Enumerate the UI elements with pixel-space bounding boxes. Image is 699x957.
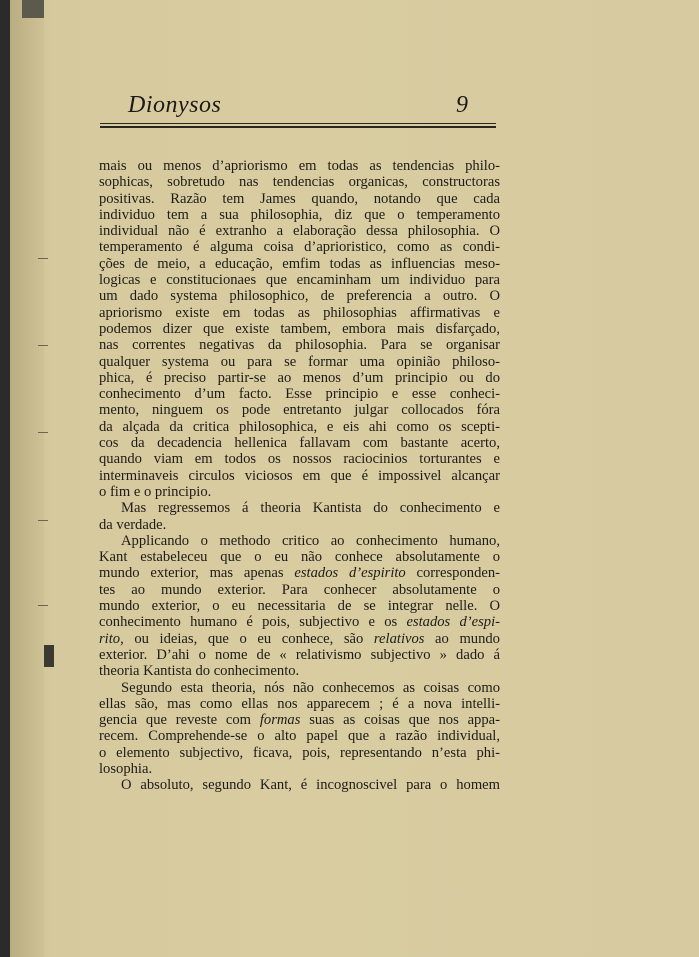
text-line: individuo tem a sua philosophia, diz que o temperamento: [99, 206, 500, 223]
text-line: qualquer systema ou para se formar uma opinião philoso-: [99, 353, 500, 370]
text-line: mais ou menos d’apriorismo em todas as tendencias philo-: [99, 158, 500, 174]
italic-phrase: estados d’espi-: [406, 614, 500, 631]
text-line: exterior. D’ahi o nome de « relativismo subjectivo » dado á: [99, 646, 500, 663]
text-segment: conhecimento humano é pois, subjectivo e os: [99, 614, 407, 631]
margin-mark: [38, 258, 48, 259]
margin-mark: [38, 605, 48, 606]
text-line: da verdade.: [99, 516, 167, 533]
binding-tab: [44, 645, 54, 667]
margin-mark: [38, 520, 48, 521]
text-line: interminaveis circulos viciosos em que é impossivel alcançar: [99, 467, 500, 484]
text-line: apriorismo existe em todas as philosophias affirmativas e: [99, 304, 500, 321]
text-line: o fim e o principio.: [99, 483, 212, 500]
text-line: ellas são, mas como ellas nos apparecem ; é a nova intelli-: [99, 695, 500, 712]
text-line: podemos dizer que existe tambem, embora mais disfarçado,: [99, 320, 500, 337]
page-number: 9: [456, 92, 468, 118]
text-line: conhecimento d’um facto. Esse principio e esse conheci-: [99, 386, 500, 403]
text-line: o elemento subjectivo, ficava, pois, representando n’esta phi-: [99, 744, 500, 761]
text-line: quando viam em todos os nossos raciocinios torturantes e: [99, 451, 500, 468]
body-text: [99, 158, 500, 794]
italic-phrase: formas: [259, 712, 301, 729]
margin-mark: [38, 432, 48, 433]
text-line: theoria Kantista do conhecimento.: [99, 663, 300, 680]
text-line: mento, ninguem os pode entretanto julgar collocados fóra: [99, 402, 500, 419]
margin-mark: [38, 345, 48, 346]
text-line: mundo exterior, o eu necessitaria de se integrar nelle. O: [99, 598, 500, 615]
text-line: [99, 631, 500, 647]
text-line: temperamento é alguma coisa d’aprioristico, como as condi-: [99, 239, 500, 256]
text-line: [99, 614, 500, 630]
text-segment: gencia que reveste com: [99, 712, 260, 729]
text-segment: suas as coisas que nos appa-: [300, 712, 500, 729]
text-line: Kant estabeleceu que o eu não conhece absolutamente o: [99, 549, 500, 566]
page-spine: [10, 0, 44, 957]
text-line: phica, é preciso partir-se ao menos d’um principio ou do: [99, 369, 500, 386]
text-line: positivas. Razão tem James quando, notando que cada: [99, 190, 500, 207]
text-line: individual não é extranho a elaboração dessa philosophia. O: [99, 223, 500, 240]
text-segment: mundo exterior, mas apenas: [99, 565, 295, 582]
text-line: nas correntes negativas da philosophia. Para se organisar: [99, 337, 500, 354]
text-line: logicas e constitucionaes que encaminham um individuo para: [99, 272, 500, 289]
text-line: um dado systema philosophico, de preferencia a outro. O: [99, 288, 500, 305]
binding-clip: [22, 0, 44, 18]
text-segment: corresponden-: [405, 565, 501, 582]
text-line: Mas regressemos á theoria Kantista do conhecimento e: [121, 500, 500, 517]
text-line: O absoluto, segundo Kant, é incognoscivel para o homem: [121, 777, 500, 794]
text-line: losophia.: [99, 760, 153, 777]
italic-phrase: relativos: [373, 630, 425, 647]
text-line: cos da decadencia hellenica fallavam com bastante acerto,: [99, 435, 500, 452]
italic-phrase: rito: [99, 630, 121, 647]
header-rule: [100, 123, 496, 124]
text-line: [99, 565, 500, 581]
text-line: da alçada da critica philosophica, e eis ahi como os sceptі-: [99, 418, 500, 435]
text-line: ções de meio, a educação, emfim todas as influencias meso-: [99, 255, 500, 272]
text-line: tes ao mundo exterior. Para conhecer absolutamente o: [99, 581, 500, 598]
text-line: [99, 712, 500, 728]
text-line: Segundo esta theoria, nós não conhecemos as coisas como: [121, 679, 500, 696]
header-rule-thick: [100, 126, 496, 128]
text-line: Applicando o methodo critico ao conhecimento humano,: [121, 532, 500, 549]
text-segment: ao mundo: [424, 630, 500, 647]
text-line: sophicas, sobretudo nas tendencias organicas, constructoras: [99, 174, 500, 191]
italic-phrase: estados d’espirito: [294, 565, 406, 582]
running-title: Dionysos: [128, 92, 222, 118]
text-line: recem. Comprehende-se o alto papel que a razão individual,: [99, 728, 500, 745]
page-header: [100, 92, 496, 132]
text-segment: , ou ideias, que o eu conhece, são: [120, 630, 374, 647]
